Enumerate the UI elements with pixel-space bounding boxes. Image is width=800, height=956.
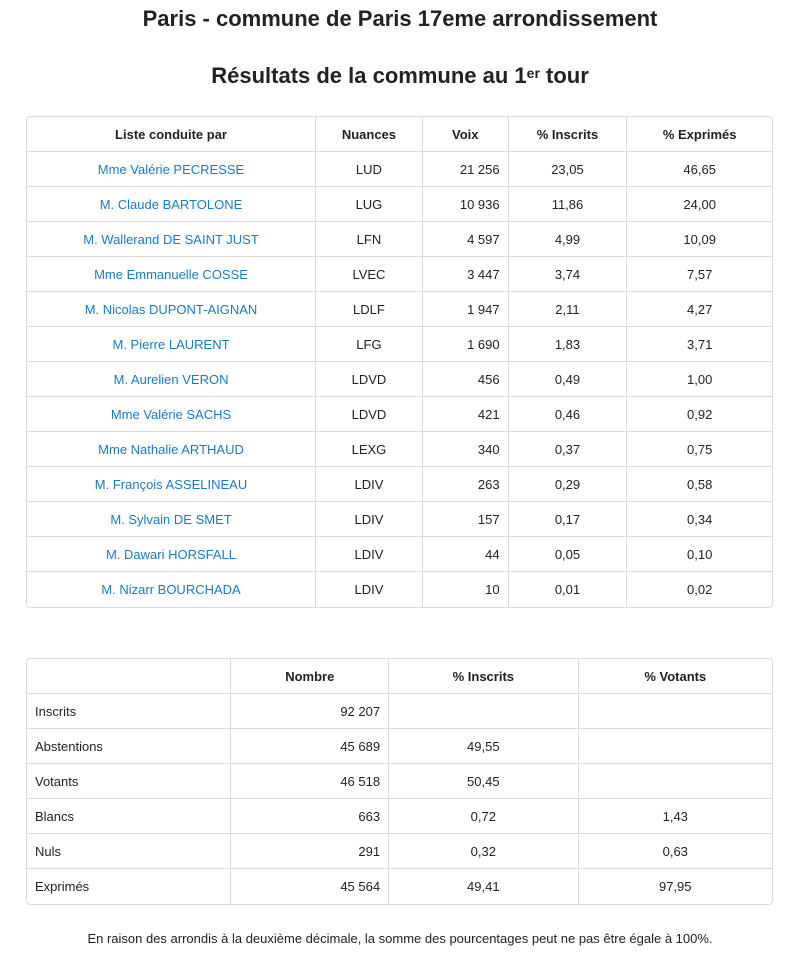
table-row [27, 292, 772, 327]
table-row [27, 257, 772, 292]
pct-inscrits-cell: 4,99 [509, 222, 628, 257]
candidate-link[interactable]: M. Dawari HORSFALL [27, 537, 316, 572]
nuance-cell: LDLF [316, 292, 423, 327]
pct-inscrits-cell: 0,17 [509, 502, 628, 537]
nombre-cell: 663 [231, 799, 389, 834]
pct-inscrits-cell: 0,01 [509, 572, 628, 607]
table-row [27, 572, 772, 607]
results-table [26, 116, 773, 608]
row-label: Exprimés [27, 869, 231, 904]
header-empty [27, 659, 231, 694]
candidate-link[interactable]: Mme Nathalie ARTHAUD [27, 432, 316, 467]
pct-inscrits-cell: 0,72 [389, 799, 578, 834]
pct-inscrits-cell: 49,55 [389, 729, 578, 764]
candidate-link[interactable]: M. Wallerand DE SAINT JUST [27, 222, 316, 257]
pct-inscrits-cell: 0,37 [509, 432, 628, 467]
nuance-cell: LDIV [316, 537, 423, 572]
table-row [27, 432, 772, 467]
pct-inscrits-cell: 0,05 [509, 537, 628, 572]
table-row [27, 152, 772, 187]
pct-inscrits-cell: 0,49 [509, 362, 628, 397]
pct-exprimes-cell: 0,10 [627, 537, 772, 572]
nombre-cell: 46 518 [231, 764, 389, 799]
nuance-cell: LFG [316, 327, 423, 362]
table-row [27, 799, 772, 834]
header-nuances: Nuances [316, 117, 423, 152]
voix-cell: 3 447 [423, 257, 509, 292]
header-pct-inscrits: % Inscrits [509, 117, 628, 152]
candidate-link[interactable]: Mme Valérie PECRESSE [27, 152, 316, 187]
pct-exprimes-cell: 0,58 [627, 467, 772, 502]
candidate-link[interactable]: M. Nizarr BOURCHADA [27, 572, 316, 607]
nuance-cell: LEXG [316, 432, 423, 467]
pct-inscrits-cell: 3,74 [509, 257, 628, 292]
pct-inscrits-cell: 0,46 [509, 397, 628, 432]
voix-cell: 456 [423, 362, 509, 397]
voix-cell: 44 [423, 537, 509, 572]
pct-exprimes-cell: 3,71 [627, 327, 772, 362]
nombre-cell: 45 689 [231, 729, 389, 764]
voix-cell: 1 690 [423, 327, 509, 362]
voix-cell: 157 [423, 502, 509, 537]
page-subtitle [0, 60, 800, 92]
subtitle-superscript: er [526, 65, 540, 81]
voix-cell: 1 947 [423, 292, 509, 327]
candidate-link[interactable]: M. Aurelien VERON [27, 362, 316, 397]
candidate-link[interactable]: M. Nicolas DUPONT-AIGNAN [27, 292, 316, 327]
candidate-link[interactable]: M. Sylvain DE SMET [27, 502, 316, 537]
subtitle-end: tour [539, 63, 589, 88]
nuance-cell: LVEC [316, 257, 423, 292]
summary-header-row [27, 659, 772, 694]
candidate-link[interactable]: M. Claude BARTOLONE [27, 187, 316, 222]
pct-exprimes-cell: 24,00 [627, 187, 772, 222]
table-row [27, 537, 772, 572]
pct-inscrits-cell: 23,05 [509, 152, 628, 187]
pct-votants-cell [579, 729, 772, 764]
pct-exprimes-cell: 4,27 [627, 292, 772, 327]
nombre-cell: 92 207 [231, 694, 389, 729]
voix-cell: 263 [423, 467, 509, 502]
voix-cell: 340 [423, 432, 509, 467]
voix-cell: 10 936 [423, 187, 509, 222]
candidate-link[interactable]: Mme Emmanuelle COSSE [27, 257, 316, 292]
pct-inscrits-cell: 11,86 [509, 187, 628, 222]
pct-exprimes-cell: 0,34 [627, 502, 772, 537]
pct-inscrits-cell: 1,83 [509, 327, 628, 362]
row-label: Nuls [27, 834, 231, 869]
nuance-cell: LDVD [316, 397, 423, 432]
row-label: Inscrits [27, 694, 231, 729]
table-row [27, 502, 772, 537]
pct-exprimes-cell: 0,75 [627, 432, 772, 467]
candidate-link[interactable]: M. François ASSELINEAU [27, 467, 316, 502]
header-nombre: Nombre [231, 659, 389, 694]
subtitle-main: Résultats de la commune au 1 [211, 63, 527, 88]
pct-inscrits-cell: 0,32 [389, 834, 578, 869]
table-row [27, 362, 772, 397]
nuance-cell: LDIV [316, 467, 423, 502]
nuance-cell: LUG [316, 187, 423, 222]
pct-inscrits-cell: 50,45 [389, 764, 578, 799]
page-title: Paris - commune de Paris 17eme arrondissement [142, 6, 658, 31]
header-pct-inscrits: % Inscrits [389, 659, 578, 694]
table-row [27, 327, 772, 362]
voix-cell: 4 597 [423, 222, 509, 257]
nuance-cell: LFN [316, 222, 423, 257]
row-label: Votants [27, 764, 231, 799]
pct-votants-cell: 1,43 [579, 799, 772, 834]
pct-exprimes-cell: 7,57 [627, 257, 772, 292]
table-row [27, 222, 772, 257]
nuance-cell: LUD [316, 152, 423, 187]
pct-exprimes-cell: 46,65 [627, 152, 772, 187]
nuance-cell: LDIV [316, 502, 423, 537]
summary-table [26, 658, 773, 905]
pct-exprimes-cell: 0,02 [687, 582, 713, 597]
pct-inscrits-cell: 49,41 [389, 869, 578, 904]
voix-cell: 21 256 [423, 152, 509, 187]
table-row [27, 764, 772, 799]
pct-votants-cell [579, 764, 772, 799]
header-pct-exprimes: % Exprimés [627, 117, 772, 152]
header-pct-votants: % Votants [579, 659, 772, 694]
rounding-note: En raison des arrondis à la deuxième décimale, la somme des pourcentages peut ne pas être égale à 100%. [87, 931, 713, 946]
candidate-link[interactable]: M. Pierre LAURENT [27, 327, 316, 362]
nombre-cell: 45 564 [231, 869, 389, 904]
table-row [27, 694, 772, 729]
header-voix: Voix [423, 117, 509, 152]
row-label: Abstentions [27, 729, 231, 764]
pct-exprimes-cell: 1,00 [627, 362, 772, 397]
pct-votants-cell [579, 694, 772, 729]
table-row [27, 834, 772, 869]
table-row [27, 397, 772, 432]
candidate-link[interactable]: Mme Valérie SACHS [27, 397, 316, 432]
nuance-cell: LDVD [316, 362, 423, 397]
header-liste: Liste conduite par [27, 117, 316, 152]
pct-inscrits-cell [389, 694, 578, 729]
table-row [27, 729, 772, 764]
table-row [27, 869, 772, 904]
nombre-cell: 291 [231, 834, 389, 869]
pct-exprimes-cell: 0,92 [627, 397, 772, 432]
row-label: Blancs [27, 799, 231, 834]
results-header-row [27, 117, 772, 152]
table-row [27, 187, 772, 222]
pct-inscrits-cell: 2,11 [509, 292, 628, 327]
pct-votants-cell: 0,63 [579, 834, 772, 869]
table-row [27, 467, 772, 502]
pct-inscrits-cell: 0,29 [509, 467, 628, 502]
pct-votants-cell: 97,95 [658, 879, 692, 894]
voix-cell: 421 [423, 397, 509, 432]
pct-exprimes-cell: 10,09 [627, 222, 772, 257]
nuance-cell: LDIV [316, 572, 423, 607]
voix-cell: 10 [423, 572, 509, 607]
